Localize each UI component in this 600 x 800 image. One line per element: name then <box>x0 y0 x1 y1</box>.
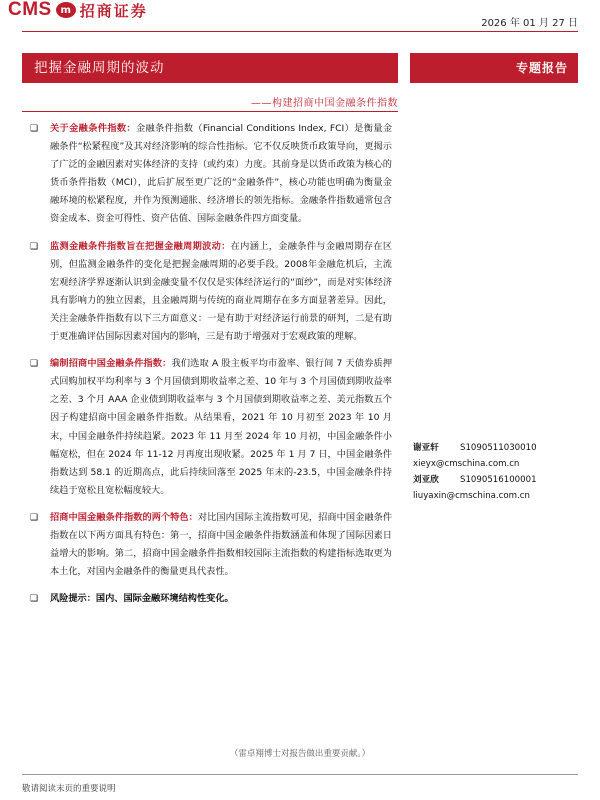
paragraph-body: 金融条件指数（Financial Conditions Index, FCI）是衡量金融条件“松紧程度”及其对经济影响的综合性指标。它不仅反映货币政策导向，更揭示了广泛的金融因素对实体经济的支持（或约束）力度。其前身是以货币政策为核心的货币条件指数（MCI），此后扩展至更广泛的“金融条件”，核心功能也明确为衡量金融环境的松紧程度，并作为预测通胀、经济增长的领先指标。金融条件指数通常包含资金成本、资金可得性、资产估值、国际金融条件四方面变量。 <box>50 123 393 225</box>
report-title: 把握金融周期的波动 <box>22 53 398 83</box>
paragraph-text <box>50 355 392 500</box>
analyst-name: 谢亚轩 <box>413 443 439 453</box>
bullet-icon: ❑ <box>30 124 39 134</box>
logo-text: CMS <box>8 0 52 20</box>
footer-disclaimer-link[interactable]: 敬请阅读末页的重要说明 <box>22 784 116 794</box>
summary-paragraph <box>30 120 402 229</box>
bullet-icon: ❑ <box>30 594 39 605</box>
paragraph-keyword: 招商中国金融条件指数的两个特色： <box>50 511 198 523</box>
report-subtitle: ——构建招商中国金融条件指数 <box>251 98 398 109</box>
summary-paragraph <box>30 355 402 500</box>
paragraph-text <box>50 120 392 229</box>
paragraph-body: 我们选取 A 股主板平均市盈率、银行间 7 天债券质押式回购加权平均利率与 3 个月国债到期收益率之差、10 年与 3 个月国债到期收益率之差、3 个月 AAA 企业债到期收益率与 3 个月国债到期收益率之差、美元指数五个因子构建招商中国金融条件指数。从结果看，2021 年 10 月初至 2023 年 10 月末，中国金融条件持续趋紧。2023 年 11 月至 2024 年 10 月初，中国金融条件小幅宽松，但在 2024 年 11-12 月再度出现收紧。2025 年 1 月 7 日，中国金融条件指数达到 58.1 的近期高点，此后持续回落至 2025 年末的-23.5，中国金融条件持续趋于宽松且宽松幅度较大。 <box>50 358 393 496</box>
bullet-icon: ❑ <box>30 241 39 252</box>
subtitle-divider <box>22 111 398 112</box>
paragraph-keyword: 编制招商中国金融条件指数： <box>50 358 172 370</box>
report-type-tag: 专题报告 <box>410 53 578 83</box>
company-logo <box>8 0 148 20</box>
summary-paragraph <box>30 509 402 581</box>
paragraph-body: 对比国内国际主流指数可见，招商中国金融条件指数在以下两方面具有特色：第一，招商中国金融条件指数涵盖和体现了国际因素日益增大的影响。第二，招商中国金融条件指数相较国际主流指数的构建指标选取更为本土化，对国内金融条件的衡量更具代表性。 <box>50 511 393 578</box>
summary-content <box>30 120 402 618</box>
paragraph-text <box>50 509 392 581</box>
header-divider <box>22 31 578 32</box>
analyst-cert: S1090516100001 <box>460 475 537 485</box>
bullet-icon: ❑ <box>30 359 39 370</box>
paragraph-text <box>50 238 392 347</box>
logo-mark-icon: m <box>56 2 76 18</box>
contribution-footnote: （雷卓翔博士对报告做出重要贡献。） <box>229 749 371 759</box>
bullet-icon: ❑ <box>30 512 39 523</box>
risk-warning <box>30 590 402 609</box>
analyst-email[interactable]: liuyaxin@cmschina.com.cn <box>413 491 530 501</box>
paragraph-keyword: 监测金融条件指数旨在把握金融周期波动： <box>50 240 231 252</box>
report-date: 2026 年 01 月 27 日 <box>481 18 578 29</box>
analyst-cert: S1090511030010 <box>460 443 537 453</box>
risk-warning-text: 风险提示：国内、国际金融环境结构性变化。 <box>50 593 234 605</box>
paragraph-body: 在内涵上，金融条件与金融周期存在区别，但监测金融条件的变化是把握金融周期的必要手段。2008年金融危机后，主流宏观经济学界逐渐认识到金融变量不仅仅是实体经济运行的“面纱”，而是对实体经济具有影响力的独立因素，且金融周期与传统的商业周期存在多方面显著差异。因此，关注金融条件指数有以下三方面意义：一是有助于对经济运行前景的研判，二是有助于更准确评估国际因素对国内的影响，三是有助于增强对于宏观政策的理解。 <box>50 240 393 343</box>
analyst-email[interactable]: xieyx@cmschina.com.cn <box>413 459 520 469</box>
analyst-entry <box>413 442 537 454</box>
summary-paragraph <box>30 238 402 347</box>
analyst-entry <box>413 474 537 486</box>
analyst-name: 刘亚欣 <box>413 475 439 485</box>
paragraph-keyword: 关于金融条件指数： <box>50 123 136 134</box>
footer-divider <box>22 774 578 775</box>
logo-chinese-name: 招商证券 <box>79 1 148 20</box>
